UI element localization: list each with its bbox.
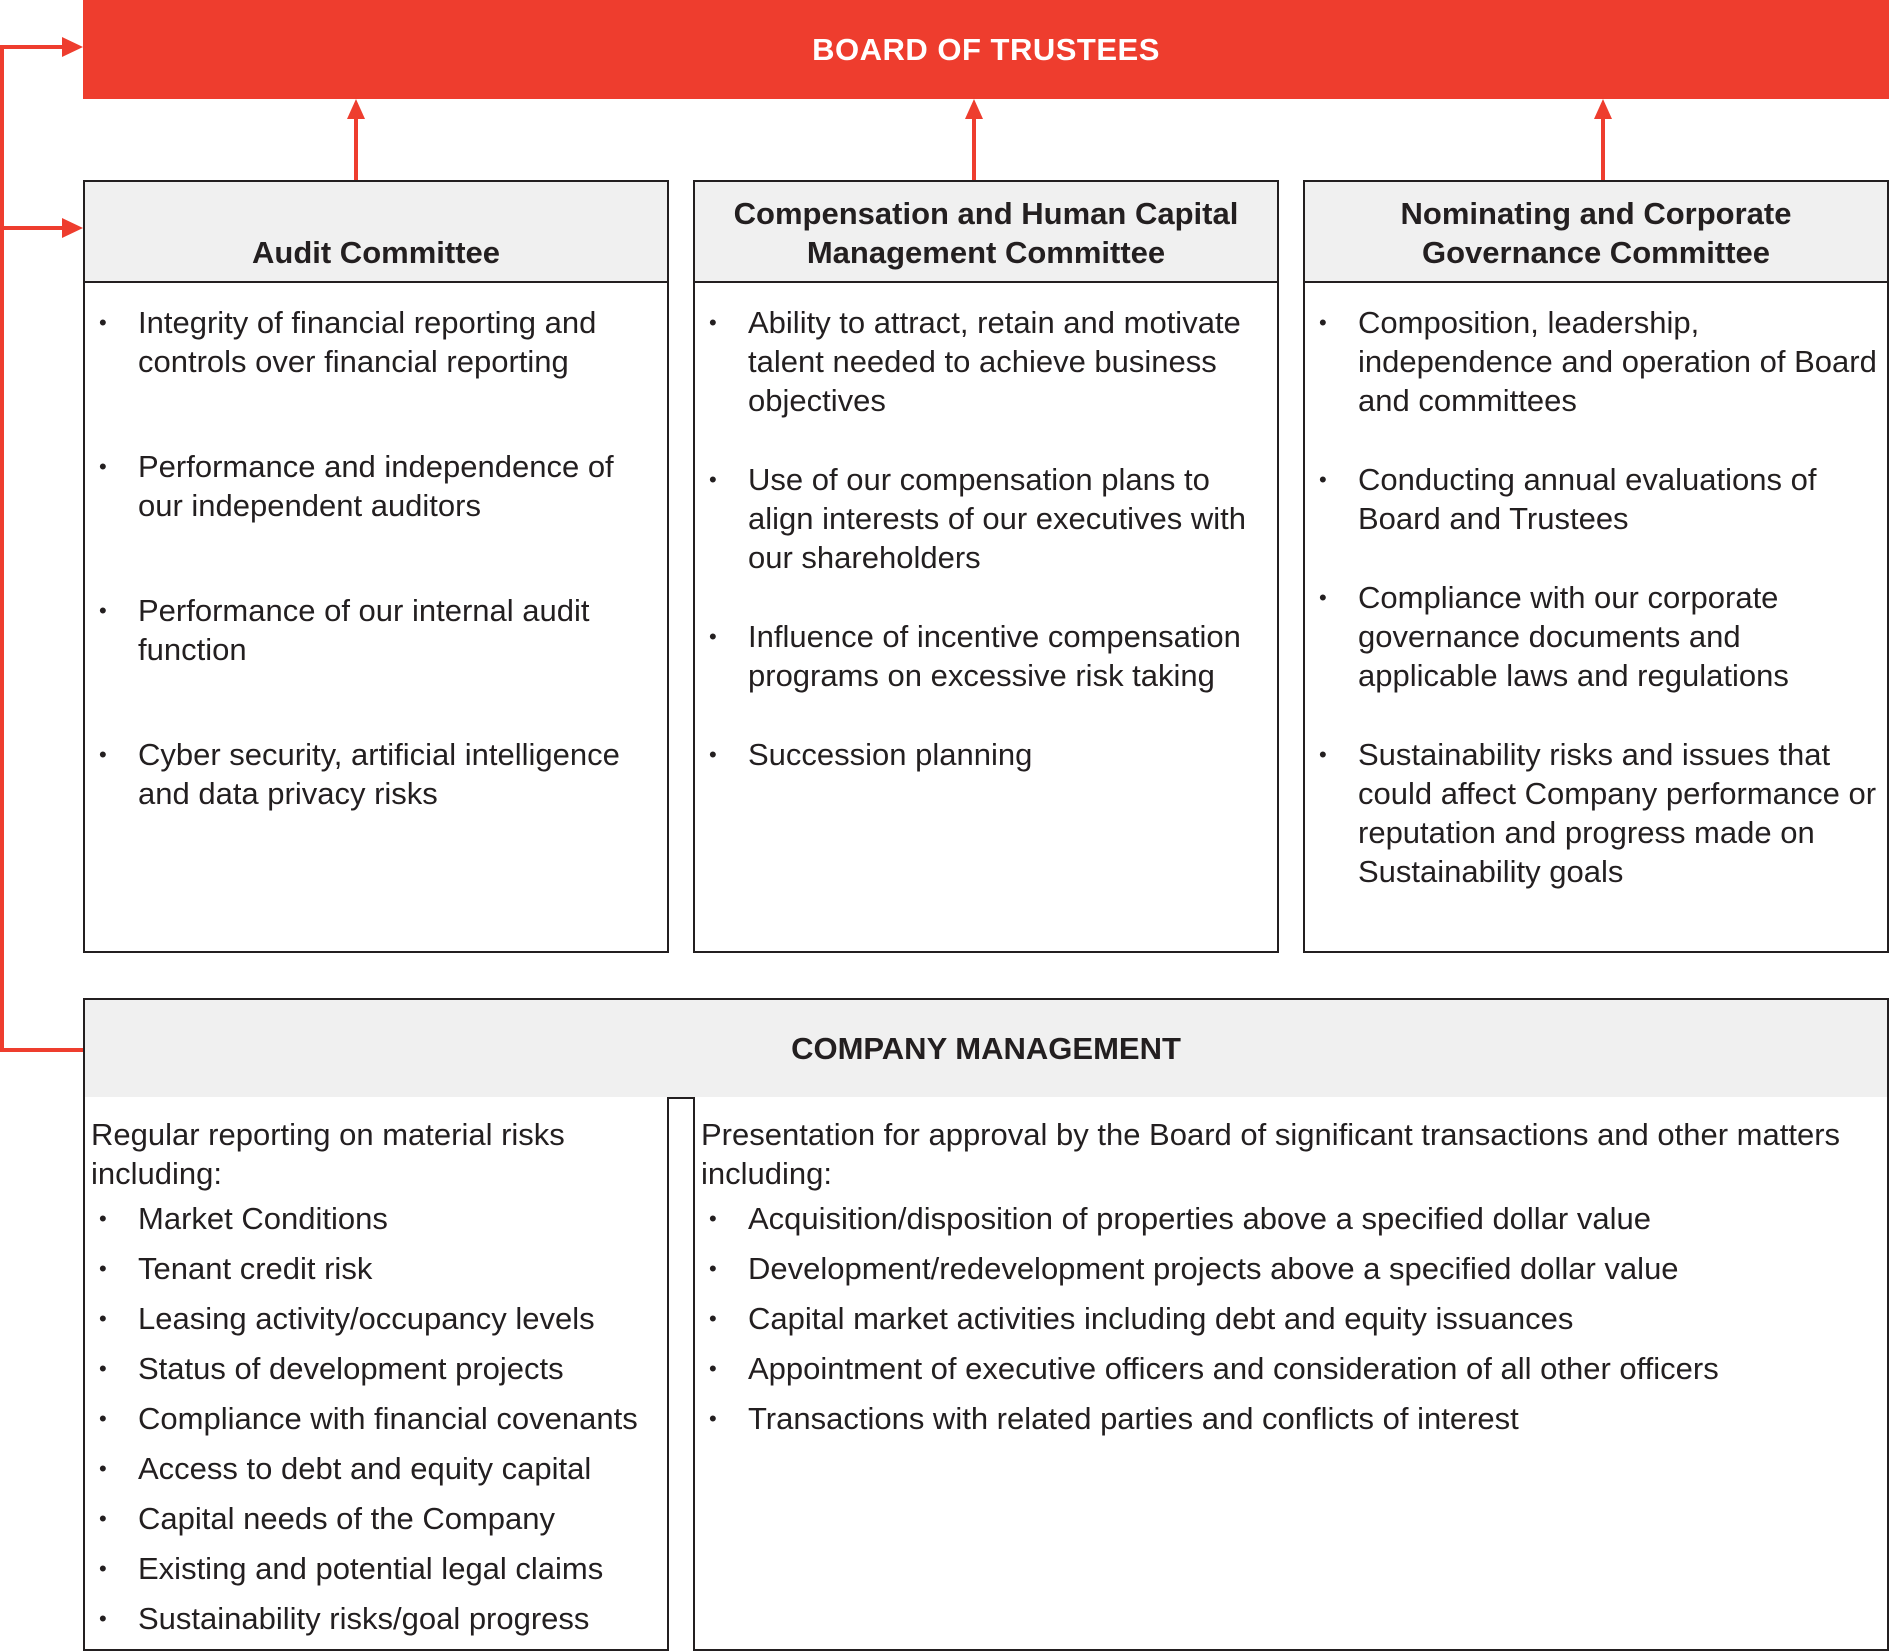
audit-committee-box bbox=[83, 180, 669, 953]
list-item: • Conducting annual evaluations of Board and Trustees bbox=[1305, 460, 1887, 538]
audit-committee-header bbox=[85, 182, 667, 283]
board-title: BOARD OF TRUSTEES bbox=[812, 31, 1160, 67]
list-item: • Cyber security, artificial intelligence and data privacy risks bbox=[85, 735, 667, 813]
audit-committee-list bbox=[85, 283, 667, 813]
list-item: • Sustainability risks/goal progress bbox=[85, 1599, 667, 1638]
risk-reporting-list bbox=[85, 1199, 667, 1638]
compensation-committee-box bbox=[693, 180, 1279, 953]
company-management-title: COMPANY MANAGEMENT bbox=[791, 1030, 1181, 1066]
list-item: • Development/redevelopment projects above a specified dollar value bbox=[695, 1249, 1887, 1288]
approval-list bbox=[695, 1199, 1887, 1438]
list-item: • Integrity of financial reporting and controls over financial reporting bbox=[85, 303, 667, 381]
list-item: • Market Conditions bbox=[85, 1199, 667, 1238]
list-item: • Appointment of executive officers and consideration of all other officers bbox=[695, 1349, 1887, 1388]
list-item: • Use of our compensation plans to align interests of our executives with our shareholders bbox=[695, 460, 1277, 577]
list-item: • Succession planning bbox=[695, 735, 1277, 774]
list-item: • Capital needs of the Company bbox=[85, 1499, 667, 1538]
list-item: • Existing and potential legal claims bbox=[85, 1549, 667, 1588]
right-arrowheads bbox=[62, 37, 83, 238]
list-item: • Acquisition/disposition of properties above a specified dollar value bbox=[695, 1199, 1887, 1238]
management-approval-panel bbox=[693, 1097, 1889, 1651]
board-of-trustees-banner bbox=[83, 0, 1889, 99]
compensation-committee-title: Compensation and Human Capital Management Committee bbox=[733, 196, 1239, 270]
audit-committee-title: Audit Committee bbox=[252, 235, 500, 270]
list-item: • Sustainability risks and issues that could affect Company performance or reputation and progress made on Sustainability goals bbox=[1305, 735, 1887, 891]
compensation-committee-list bbox=[695, 283, 1277, 774]
risk-reporting-intro: Regular reporting on material risks including: bbox=[91, 1117, 565, 1191]
management-loop-line bbox=[2, 47, 85, 1050]
list-item: • Ability to attract, retain and motivate talent needed to achieve business objectives bbox=[695, 303, 1277, 420]
list-item: • Compliance with our corporate governance documents and applicable laws and regulations bbox=[1305, 578, 1887, 695]
list-item: • Status of development projects bbox=[85, 1349, 667, 1388]
list-item: • Influence of incentive compensation programs on excessive risk taking bbox=[695, 617, 1277, 695]
list-item: • Capital market activities including debt and equity issuances bbox=[695, 1299, 1887, 1338]
approval-intro: Presentation for approval by the Board of significant transactions and other matters including: bbox=[701, 1117, 1841, 1191]
list-item: • Composition, leadership, independence and operation of Board and committees bbox=[1305, 303, 1887, 420]
committee-to-board-arrows bbox=[356, 116, 1603, 180]
list-item: • Compliance with financial covenants bbox=[85, 1399, 667, 1438]
company-management-header bbox=[83, 998, 1889, 1099]
list-item: • Tenant credit risk bbox=[85, 1249, 667, 1288]
compensation-committee-header bbox=[695, 182, 1277, 283]
management-risk-reporting-panel bbox=[83, 1097, 669, 1651]
nominating-committee-header bbox=[1305, 182, 1887, 283]
nominating-committee-list bbox=[1305, 283, 1887, 891]
nominating-committee-title: Nominating and Corporate Governance Committee bbox=[1400, 196, 1792, 270]
list-item: • Performance of our internal audit function bbox=[85, 591, 667, 669]
nominating-committee-box bbox=[1303, 180, 1889, 953]
up-arrowheads bbox=[347, 99, 1612, 119]
list-item: • Performance and independence of our independent auditors bbox=[85, 447, 667, 525]
list-item: • Leasing activity/occupancy levels bbox=[85, 1299, 667, 1338]
list-item: • Transactions with related parties and conflicts of interest bbox=[695, 1399, 1887, 1438]
list-item: • Access to debt and equity capital bbox=[85, 1449, 667, 1488]
